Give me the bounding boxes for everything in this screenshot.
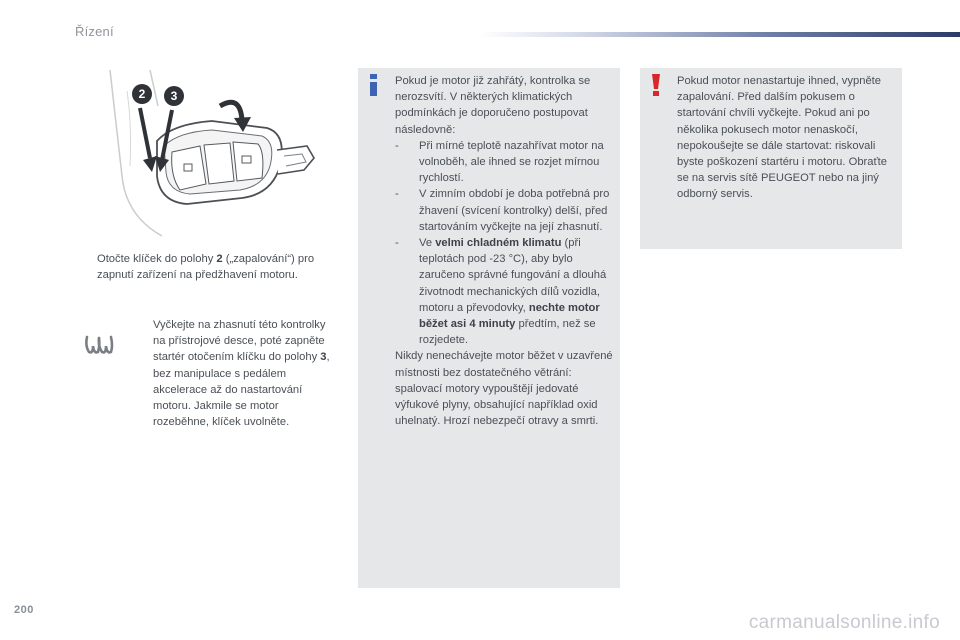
step-turn-key: Otočte klíček do polohy 2 („zapalování“) pro zapnutí zařízení na předžhavení motoru.: [75, 251, 331, 283]
warning-exclamation-icon: [650, 73, 662, 97]
info-intro: Pokud je motor již zahřátý, kontrolka se nerozsvítí. V některých klimatických podmínkách je doporučeno postupovat následovně:: [395, 75, 591, 136]
info-icon: [368, 73, 380, 97]
list-item-cold-climate: - Ve velmi chladném klimatu (při teplotách pod -23 °C), aby bylo zaručeno správné fungování a dlouhá životnodt mechanických dílů vozidla, motoru a převodovky, nechte motor běžet asi 4 minuty předtím, než se rozjedete.: [395, 237, 607, 347]
page-title: Řízení: [75, 24, 114, 39]
info-panel: [358, 68, 620, 588]
info-closing: Nikdy nenechávejte motor běžet v uzavřené místnosti bez dostatečného větrání: spalovací motory vypouštějí jedovaté výfukové plyny, obsahující například oxid uhelnatý. Hrozí nebezpečí otravy a smrti.: [395, 350, 613, 428]
preheating-indicator-icon: [84, 334, 114, 356]
warning-panel: [640, 68, 902, 249]
info-body: [395, 73, 617, 429]
ignition-key-illustration: [102, 66, 324, 240]
list-item: - V zimním období je doba potřebná pro žhavení (svícení kontrolky) delší, před startováním vyčkejte na její zhasnutí.: [395, 188, 610, 233]
warning-text: Pokud motor nenastartuje ihned, vypněte zapalování. Před dalším pokusem o startování chvíli vyčkejte. Pokud ani po několika pokusech motor nenaskočí, nepokoušejte se dále startovat: riskovali byste poškození startéru i motoru. Obraťte se na servis sítě PEUGEOT nebo na jiný odborný servis.: [677, 75, 888, 201]
list-item: - Při mírné teplotě nazahřívat motor na volnoběh, ale ihned se rozjet mírnou rychlostí.: [395, 139, 604, 185]
header-bar: [478, 32, 960, 37]
callout-3: 3: [170, 89, 178, 103]
bullet-icon: [75, 251, 97, 283]
callout-2: 2: [138, 87, 146, 101]
step-wait-indicator: Vyčkejte na zhasnutí této kontrolky na přístrojové desce, poté zapněte startér otočením klíčku do polohy 3, bez manipulace s pedálem akcelerace až do nastartování motoru. Jakmile se motor rozeběhne, klíček uvolněte.: [131, 317, 331, 430]
watermark: carmanualsonline.info: [748, 612, 940, 633]
page-number: 200: [14, 604, 34, 616]
bullet-icon: [131, 317, 153, 430]
